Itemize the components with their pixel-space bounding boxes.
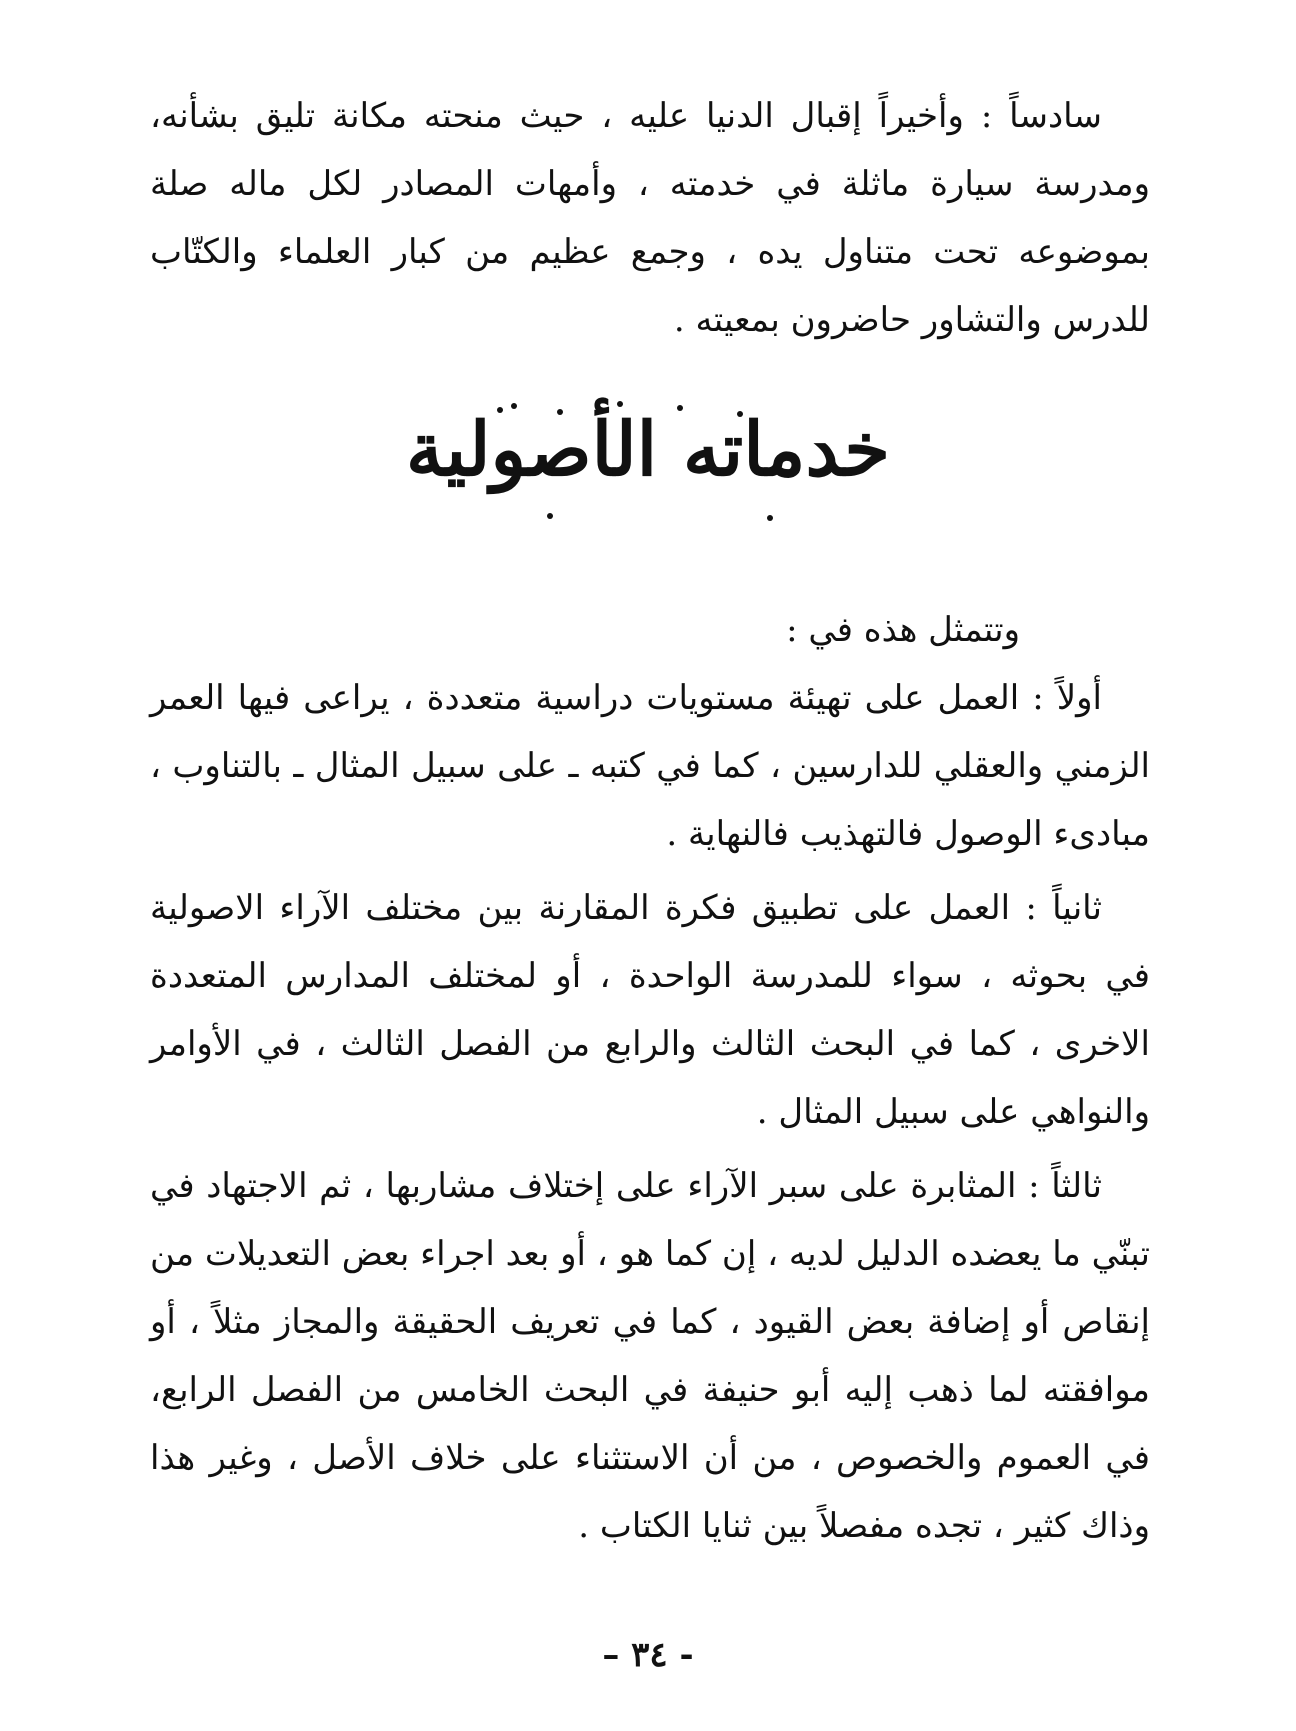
section-lead: وتتمثل هذه في :	[786, 610, 1020, 650]
list-item-second: ثانياً : العمل على تطبيق فكرة المقارنة بين مختلف الآراء الاصولية في بحوثه ، سواء للمدرسة الواحدة ، أو لمختلف المدارس المتعددة الاخرى ، كما في البحث الثالث والرابع من الفصل الثالث ، في الأوامر والنواهي على سبيل المثال .	[150, 888, 1150, 1132]
section-body	[150, 596, 1150, 1560]
intro-paragraph: سادساً : وأخيراً إقبال الدنيا عليه ، حيث منحته مكانة تليق بشأنه، ومدرسة سيارة ماثلة في خدمته ، وأمهات المصادر لكل ماله صلة بموضوعه تحت متناول يده ، وجمع عظيم من كبار العلماء والكتّاب للدرس والتشاور حاضرون بمعيته .	[150, 96, 1150, 340]
intro-block	[150, 82, 1150, 354]
page-number: – ٣٤ -	[602, 1635, 694, 1675]
list-item-first: أولاً : العمل على تهيئة مستويات دراسية متعددة ، يراعى فيها العمر الزمني والعقلي للدارسين ، كما في كتبه ـ على سبيل المثال ـ بالتناوب ، مبادىء الوصول فالتهذيب فالنهاية .	[150, 678, 1150, 854]
list-item-third: ثالثاً : المثابرة على سبر الآراء على إختلاف مشاربها ، ثم الاجتهاد في تبنّي ما يعضده الدليل لديه ، إن كما هو ، أو بعد اجراء بعض التعديلات من إنقاص أو إضافة بعض القيود ، كما في تعريف الحقيقة والمجاز مثلاً ، أو موافقته لما ذهب إليه أبو حنيفة في البحث الخامس من الفصل الرابع، في العموم والخصوص ، من أن الاستثناء على خلاف الأصل ، وغير هذا وذاك كثير ، تجده مفصلاً بين ثنايا الكتاب .	[150, 1166, 1150, 1546]
section-heading: خدماته الأصولية	[405, 407, 891, 493]
